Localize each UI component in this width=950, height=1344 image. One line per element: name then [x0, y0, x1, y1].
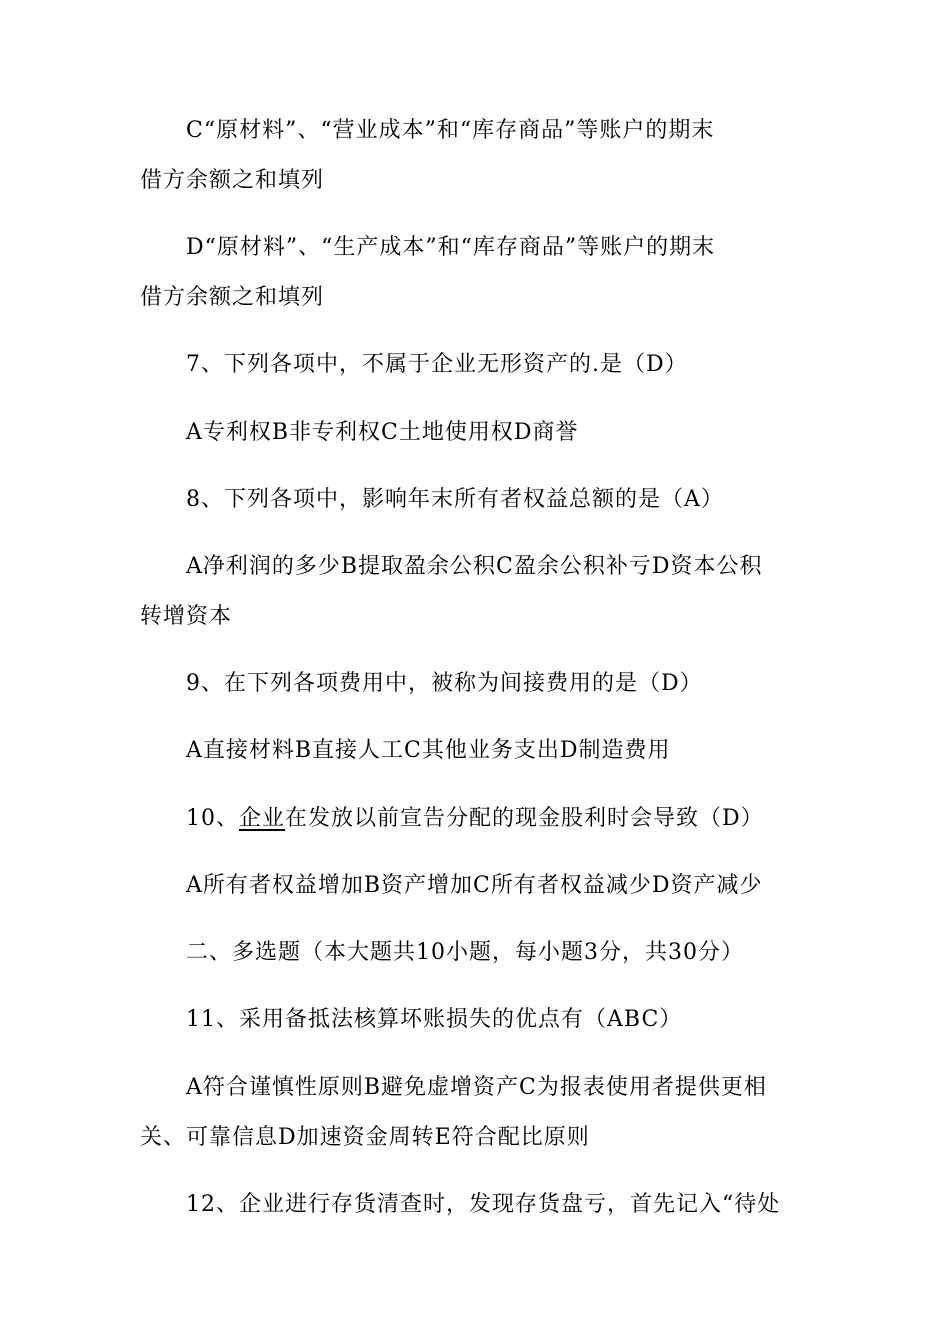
- enterprise-link[interactable]: 企业: [239, 806, 286, 831]
- option-c-continuation: 借方余额之和填列: [140, 168, 325, 193]
- question-10-options: A所有者权益增加B资产增加C所有者权益减少D资产减少: [186, 873, 763, 898]
- option-c-line: C“原材料”、“营业成本”和“库存商品”等账户的期末: [186, 118, 715, 143]
- question-8-options: A净利润的多少B提取盈余公积C盈余公积补亏D资本公积: [186, 554, 763, 579]
- option-d-continuation: 借方余额之和填列: [140, 285, 325, 310]
- question-9-options: A直接材料B直接人工C其他业务支出D制造费用: [186, 738, 671, 763]
- question-10-number: 10、: [186, 806, 239, 831]
- question-11-options-continuation: 关、可靠信息D加速资金周转E符合配比原则: [140, 1125, 590, 1150]
- question-11-options: A符合谨慎性原则B避免虚增资产C为报表使用者提供更相: [186, 1075, 767, 1100]
- question-9: 9、在下列各项费用中，被称为间接费用的是（D）: [186, 671, 703, 696]
- question-7: 7、下列各项中，不属于企业无形资产的.是（D）: [186, 352, 688, 377]
- question-8-options-continuation: 转增资本: [140, 604, 233, 629]
- question-11: 11、采用备抵法核算坏账损失的优点有（ABC）: [186, 1007, 683, 1032]
- option-d-line: D“原材料”、“生产成本”和“库存商品”等账户的期末: [186, 235, 716, 260]
- question-10: [186, 805, 764, 833]
- question-8: 8、下列各项中，影响年末所有者权益总额的是（A）: [186, 487, 724, 512]
- section-heading-multiple-choice: 二、多选题（本大题共10小题，每小题3分，共30分）: [186, 940, 744, 965]
- question-7-options: A专利权B非专利权C土地使用权D商誉: [186, 420, 579, 445]
- question-10-text: 在发放以前宣告分配的现金股利时会导致（D）: [285, 806, 764, 831]
- question-12: 12、企业进行存货清查时，发现存货盘亏，首先记入“待处: [186, 1192, 781, 1217]
